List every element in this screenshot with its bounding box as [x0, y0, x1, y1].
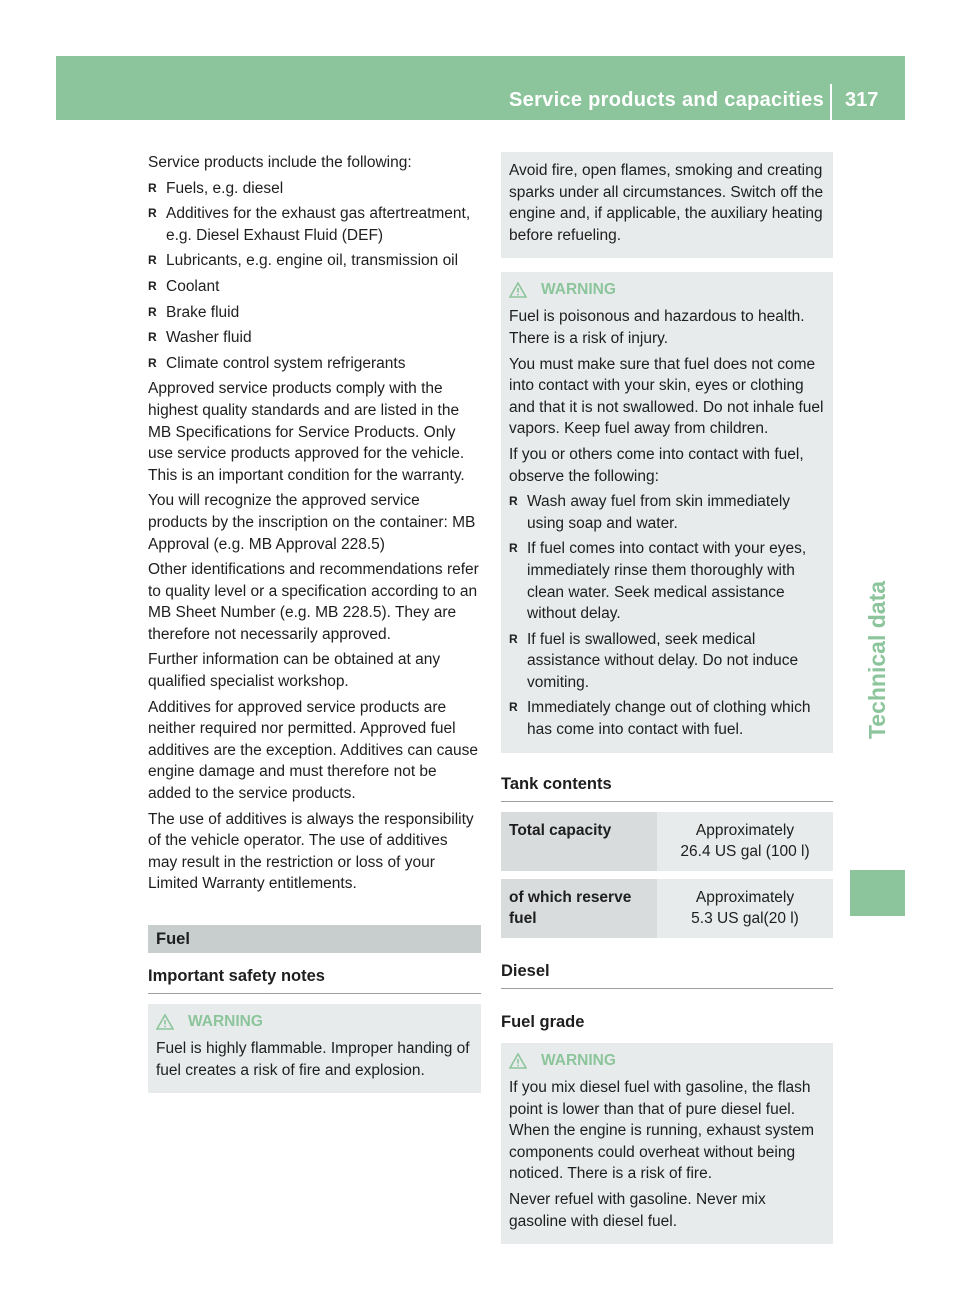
tank-contents-table [501, 812, 833, 938]
subheading-fuel-grade: Fuel grade [501, 1013, 585, 1032]
bullet-icon: R [148, 253, 157, 268]
paragraph: Additives for approved service products are neither required nor permitted. Approved fuel additives are the exception. Additives can cause engine damage and must therefore not be added to the service products. [148, 698, 479, 803]
warning-text: Never refuel with gasoline. Never mix gasoline with diesel fuel. [509, 1191, 766, 1230]
bullet-icon: R [148, 355, 157, 370]
warning-text: You must make sure that fuel does not come into contact with your skin, eyes or clothing and that it is not swallowed. Do not inhale fuel vapors. Keep fuel away from children. [509, 355, 824, 438]
list-item: R Lubricants, e.g. engine oil, transmission oil [148, 250, 481, 272]
bullet-icon: R [509, 700, 518, 715]
paragraph: The use of additives is always the responsibility of the vehicle operator. The use of additives may result in the restriction or loss of your Limited Warranty entitlements. [148, 810, 474, 893]
list-item: R If fuel comes into contact with your eyes, immediately rinse them thoroughly with clean water. Seek medical assistance without delay. [509, 540, 807, 623]
info-text: Avoid fire, open flames, smoking and creating sparks under all circumstances. Switch off the engine and, if applicable, the auxiliary heating before refueling. [509, 162, 824, 244]
bullet-icon: R [509, 494, 518, 509]
subheading-safety-notes: Important safety notes [148, 965, 481, 994]
list-item: R If fuel is swallowed, seek medical assistance without delay. Do not induce vomiting. [509, 630, 799, 691]
table-cell-label: of which reserve fuel [501, 879, 657, 938]
bullet-icon: R [148, 180, 157, 195]
warning-title: WARNING [156, 1012, 473, 1032]
side-tab-label: Technical data [864, 580, 890, 740]
warning-box [148, 1004, 481, 1093]
first-aid-list [509, 491, 825, 741]
list-item: R Brake fluid [148, 302, 481, 324]
section-heading-fuel: Fuel [148, 925, 481, 953]
right-column [501, 152, 833, 1244]
side-tab-marker [850, 870, 905, 916]
left-column [148, 152, 481, 1093]
warning-box [501, 272, 833, 752]
bullet-icon: R [509, 541, 518, 556]
warning-triangle-icon [509, 282, 527, 298]
bullet-icon: R [148, 304, 157, 319]
info-box [501, 152, 833, 258]
paragraph: Further information can be obtained at any qualified specialist workshop. [148, 651, 441, 691]
list-item: R Washer fluid [148, 327, 481, 349]
warning-box [501, 1043, 833, 1244]
bullet-icon: R [148, 206, 157, 221]
list-item: R Additives for the exhaust gas aftertreatment, e.g. Diesel Exhaust Fluid (DEF) [148, 205, 471, 244]
subheading-tank-contents: Tank contents [501, 773, 833, 802]
table-cell-value: Approximately 5.3 US gal(20 l) [657, 879, 833, 938]
warning-title: WARNING [509, 280, 825, 300]
subheading-diesel: Diesel [501, 960, 833, 989]
bullet-icon: R [148, 330, 157, 345]
table-row [501, 879, 833, 938]
list-item: R Climate control system refrigerants [148, 353, 481, 375]
warning-text: If you or others come into contact with fuel, observe the following: [509, 445, 804, 485]
header-divider [830, 84, 832, 120]
list-item: R Immediately change out of clothing which has come into contact with fuel. [509, 699, 811, 739]
paragraph: Other identifications and recommendations refer to quality level or a specification according to an MB Sheet Number (e.g. MB 228.5). They are therefore not necessarily approved. [148, 561, 479, 643]
warning-text: Fuel is poisonous and hazardous to health. There is a risk of injury. [509, 308, 805, 347]
warning-text: If you mix diesel fuel with gasoline, the flash point is lower than that of pure diesel fuel. When the engine is running, exhaust system components could overheat without being noticed. There is a risk of fire. [509, 1079, 815, 1183]
warning-triangle-icon [156, 1014, 174, 1030]
paragraph: Approved service products comply with the highest quality standards and are listed in the MB Specifications for Service Products. Only use service products approved for the vehicle. This is an important condition for the warranty. [148, 380, 465, 484]
page-title: Service products and capacities [509, 89, 824, 111]
bullet-icon: R [148, 278, 157, 293]
table-cell-value: Approximately 26.4 US gal (100 l) [657, 812, 833, 871]
list-item: R Fuels, e.g. diesel [148, 178, 481, 200]
service-products-list [148, 178, 481, 375]
warning-text: Fuel is highly flammable. Improper handing of fuel creates a risk of fire and explosion. [156, 1040, 470, 1079]
table-row [501, 812, 833, 871]
bullet-icon: R [509, 631, 518, 646]
table-cell-label: Total capacity [501, 812, 657, 871]
warning-triangle-icon [509, 1053, 527, 1069]
intro-text: Service products include the following: [148, 154, 412, 171]
list-item: R Wash away fuel from skin immediately using soap and water. [509, 493, 791, 532]
paragraph: You will recognize the approved service products by the inscription on the container: MB Approval (e.g. MB Approval 228.5) [148, 492, 476, 553]
page-number: 317 [845, 89, 879, 111]
list-item: R Coolant [148, 276, 481, 298]
warning-title: WARNING [509, 1051, 825, 1071]
